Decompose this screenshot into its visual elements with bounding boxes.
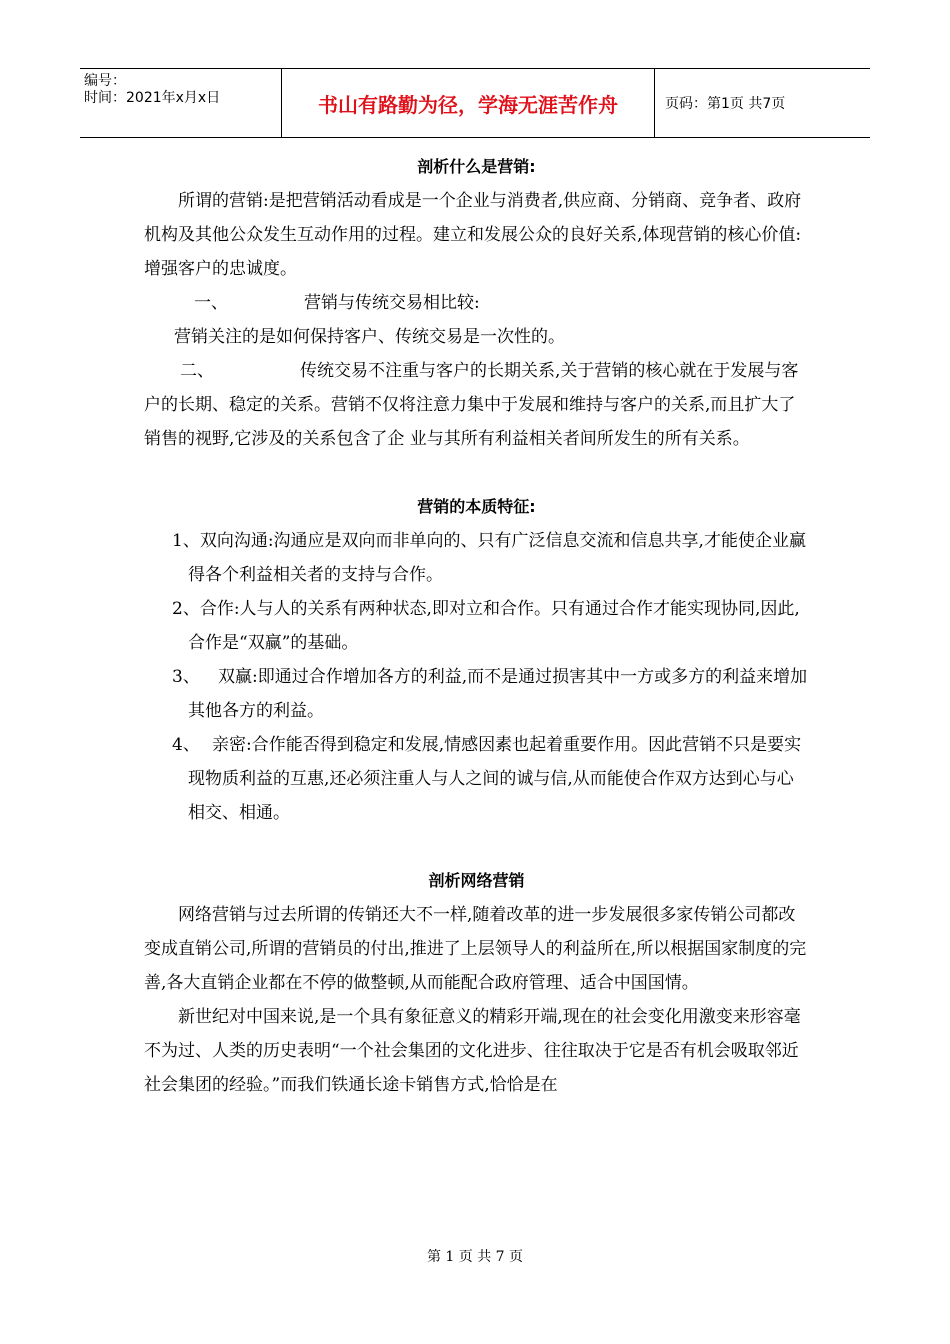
time-label: 时间：2021年x月x日 (84, 90, 221, 106)
item-text: 合作:人与人的关系有两种状态,即对立和合作。只有通过合作才能实现协同,因此,合作是“双赢”的基础。 (188, 599, 800, 653)
section-heading: 营销的本质特征: (417, 497, 536, 516)
item-number: 3、 (172, 667, 200, 687)
item-text: 营销与传统交易相比较: (304, 293, 480, 313)
item-number: 1、 (172, 531, 200, 551)
list-item (144, 728, 809, 830)
item-number: 2、 (172, 599, 200, 619)
item-text: 传统交易不注重与客户的长期关系,关于营销的核心就在于发展与客户的长期、稳定的关系。营销不仅将注意力集中于发展和维持与客户的关系,而且扩大了销售的视野,它涉及的关系包含了企 业与其所有利益相关者间所发生的所有关系。 (144, 361, 799, 449)
item-number: 二、 (180, 361, 214, 381)
item-text: 双赢:即通过合作增加各方的利益,而不是通过损害其中一方或多方的利益来增加其他各方的利益。 (188, 667, 808, 721)
page-footer: 第 1 页 共 7 页 (426, 1249, 524, 1265)
header-meta (80, 69, 282, 137)
item-text: 营销关注的是如何保持客户、传统交易是一次性的。 (174, 327, 565, 347)
list-item (144, 320, 809, 354)
section-heading: 剖析什么是营销: (417, 157, 536, 176)
list-item (144, 592, 809, 660)
number-label: 编号： (84, 73, 126, 89)
header-motto: 书山有路勤为径，学海无涯苦作舟 (282, 69, 655, 137)
paragraph: 新世纪对中国来说,是一个具有象征意义的精彩开端,现在的社会变化用激变来形容毫不为过、人类的历史表明“一个社会集团的文化进步、往往取决于它是否有机会吸取邻近社会集团的经验。”而我们铁通长途卡销售方式,恰恰是在 (144, 1007, 801, 1095)
item-number: 4、 (172, 735, 200, 755)
section-heading: 剖析网络营销 (428, 871, 525, 890)
item-text: 亲密:合作能否得到稳定和发展,情感因素也起着重要作用。因此营销不只是要实现物质利益的互惠,还必须注重人与人之间的诚与信,从而能使合作双方达到心与心相交、相通。 (188, 735, 802, 823)
item-number: 一、 (194, 293, 228, 313)
list-item (144, 524, 809, 592)
list-item (144, 660, 809, 728)
item-text: 双向沟通:沟通应是双向而非单向的、只有广泛信息交流和信息共享,才能使企业赢得各个利益相关者的支持与合作。 (188, 531, 806, 585)
header-page-info: 页码：第1页 共7页 (665, 96, 786, 112)
paragraph: 网络营销与过去所谓的传销还大不一样,随着改革的进一步发展很多家传销公司都改变成直销公司,所谓的营销员的付出,推进了上层领导人的利益所在,所以根据国家制度的完善,各大直销企业都在不停的做整顿,从而能配合政府管理、适合中国国情。 (144, 905, 807, 993)
document-header (80, 68, 870, 138)
document-body (144, 150, 809, 1102)
list-item (144, 286, 809, 320)
list-item (144, 354, 809, 456)
paragraph: 所谓的营销:是把营销活动看成是一个企业与消费者,供应商、分销商、竞争者、政府机构及其他公众发生互动作用的过程。建立和发展公众的良好关系,体现营销的核心价值:增强客户的忠诚度。 (144, 191, 802, 279)
